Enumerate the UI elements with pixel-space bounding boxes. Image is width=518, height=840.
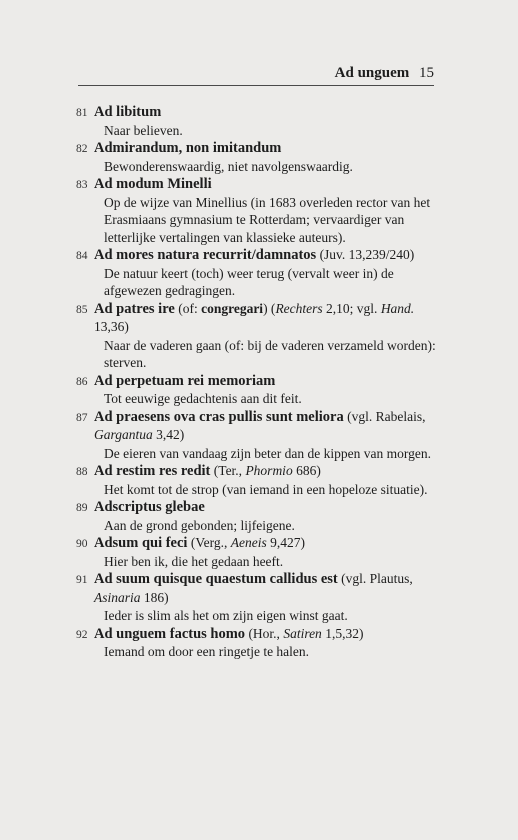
source-part: 2,10; vgl.	[322, 300, 381, 316]
source-part: Phormio	[245, 463, 293, 478]
entry-headline	[94, 246, 438, 265]
entry-headline	[94, 625, 438, 644]
source-part: ) (	[263, 300, 276, 316]
latin-phrase: Adscriptus glebae	[94, 499, 205, 515]
entry-headline	[94, 570, 438, 607]
source-part: 186)	[140, 589, 169, 605]
source-part: Hand.	[380, 300, 415, 316]
source-part: (Verg.,	[187, 535, 231, 550]
source-part: congregari	[201, 300, 264, 316]
latin-phrase: Admirandum, non imitandum	[94, 140, 282, 156]
entry-number: 81	[76, 107, 88, 119]
entry	[76, 139, 438, 175]
source-part: Rechters	[275, 300, 323, 316]
entry-number: 90	[76, 538, 88, 550]
source-part: Asinaria	[94, 589, 141, 605]
translation: De natuur keert (toch) weer terug (vervalt weer in) de afgewezen gedragingen.	[104, 265, 394, 298]
entry-number: 84	[76, 250, 88, 262]
entry-number: 88	[76, 466, 88, 478]
entry-headline	[94, 139, 438, 158]
running-title: Ad unguem	[334, 65, 410, 81]
source-reference	[316, 247, 414, 262]
source-reference	[210, 463, 320, 478]
latin-phrase: Ad suum quisque quaestum callidus est	[94, 571, 338, 587]
translation: Het komt tot de strop (van iemand in een hopeloze situatie).	[104, 481, 428, 497]
entry-headline	[94, 372, 438, 391]
source-part: (vgl. Plautus,	[337, 571, 413, 586]
entry-headline	[94, 103, 438, 122]
translation: Bewonderenswaardig, niet navolgenswaardig.	[104, 158, 353, 174]
entry-number: 85	[76, 303, 88, 316]
latin-phrase: Ad unguem factus homo	[94, 625, 246, 642]
translation: Op de wijze van Minellius (in 1683 overleden rector van het Erasmiaans gymnasium te Rotterdam; vervaardiger van letterlijke vertalingen van klassieke auteurs).	[104, 194, 431, 245]
source-part: (vgl. Rabelais,	[343, 408, 426, 424]
entry	[76, 570, 438, 625]
translation: Aan de grond gebonden; lijfeigene.	[104, 517, 295, 533]
source-part: 13,36)	[94, 319, 129, 334]
translation: Tot eeuwige gedachtenis aan dit feit.	[104, 391, 302, 406]
entry	[76, 462, 438, 498]
entry-number: 89	[76, 502, 88, 514]
translation: Ieder is slim als het om zijn eigen winst gaat.	[104, 608, 348, 623]
entry	[76, 498, 438, 534]
entry-number: 86	[76, 375, 88, 388]
translation: Naar de vaderen gaan (of: bij de vaderen verzameld worden): sterven.	[104, 337, 436, 370]
entry-headline	[94, 175, 438, 194]
entry-number: 92	[76, 628, 88, 641]
source-part: 1,5,32)	[321, 625, 364, 641]
source-part: (Juv. 13,239/240)	[316, 247, 415, 262]
translation: Hier ben ik, die het gedaan heeft.	[104, 553, 284, 569]
source-reference	[187, 535, 305, 550]
entry	[76, 408, 438, 463]
entry-headline	[94, 300, 438, 337]
entry-number: 83	[76, 179, 88, 191]
source-part: (Hor.,	[245, 625, 284, 641]
entry	[76, 534, 438, 570]
translation: Iemand om door een ringetje te halen.	[104, 644, 310, 659]
source-part: 9,427)	[266, 535, 305, 550]
entry	[76, 300, 438, 372]
source-part: (Ter.,	[210, 463, 246, 478]
source-reference	[245, 626, 363, 641]
latin-phrase: Ad perpetuam rei memoriam	[94, 372, 276, 389]
latin-phrase: Ad mores natura recurrit/damnatos	[94, 247, 317, 263]
latin-phrase: Ad libitum	[94, 104, 162, 120]
source-part: 3,42)	[152, 427, 185, 442]
entry	[76, 625, 438, 661]
source-part: Aeneis	[230, 535, 267, 550]
source-part: Gargantua	[94, 427, 153, 442]
entry	[76, 175, 438, 246]
translation: De eieren van vandaag zijn beter dan de kippen van morgen.	[104, 445, 431, 461]
entry-number: 87	[76, 411, 88, 424]
latin-phrase: Ad modum Minelli	[94, 176, 212, 192]
latin-phrase: Ad restim res redit	[94, 463, 211, 479]
entry	[76, 246, 438, 300]
source-part: 686)	[292, 463, 321, 478]
translation: Naar believen.	[104, 122, 183, 138]
source-part: (of:	[174, 300, 202, 316]
header-rule	[78, 85, 434, 86]
entry-number: 82	[76, 143, 88, 155]
source-part: Satiren	[283, 625, 322, 641]
entry-number: 91	[76, 574, 88, 586]
page-number: 15	[419, 65, 434, 81]
entry-headline	[94, 498, 438, 517]
running-header	[335, 64, 434, 82]
latin-phrase: Ad praesens ova cras pullis sunt meliora	[94, 408, 344, 425]
entry	[76, 372, 438, 408]
latin-phrase: Adsum qui feci	[94, 535, 188, 551]
entry-headline	[94, 462, 438, 481]
entry-list	[76, 103, 438, 661]
entry-headline	[94, 534, 438, 553]
entry	[76, 103, 438, 139]
entry-headline	[94, 408, 438, 445]
latin-phrase: Ad patres ire	[94, 300, 175, 317]
